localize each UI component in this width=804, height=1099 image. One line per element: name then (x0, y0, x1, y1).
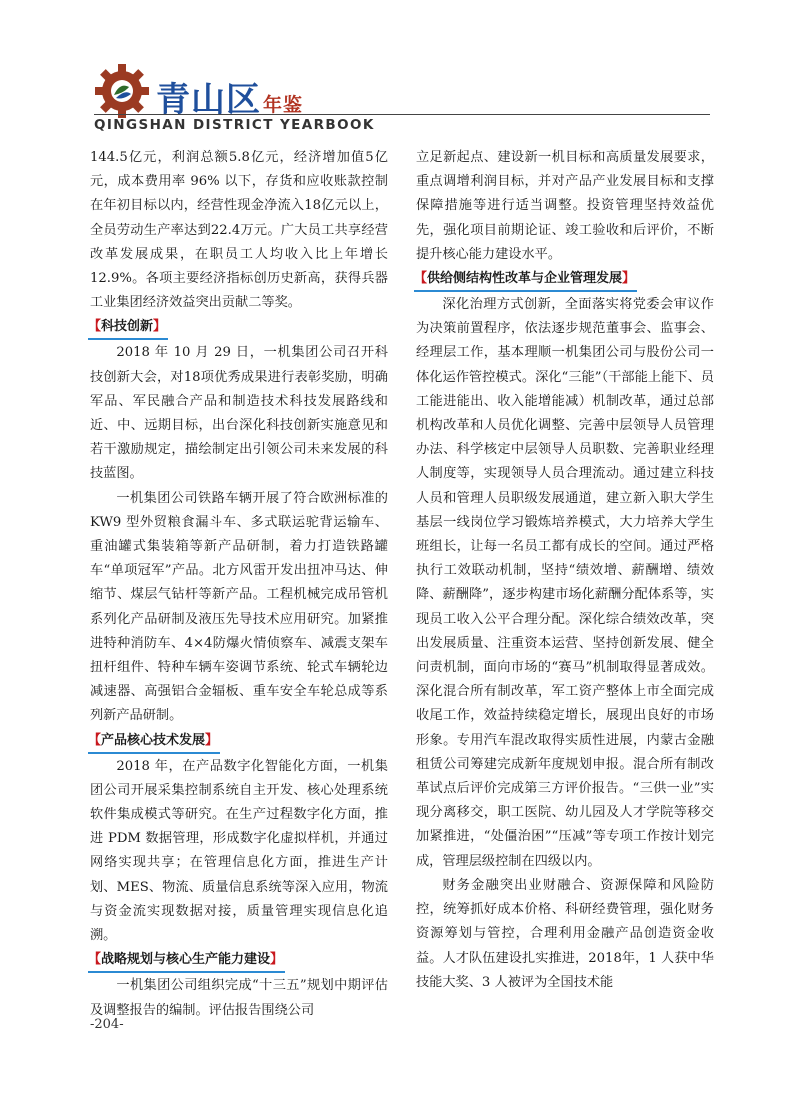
paragraph: 2018 年，在产品数字化智能化方面，一机集团公司开展采集控制系统自主开发、核心处理系统软件集成模式等研究。在生产过程数字化方面，推进 PDM 数据管理，形成数字化虚拟样机，并通过网络实现共享；在管理信息化方面，推进生产计划、MES、物流、质量信息系统等深入应用，物流与资金流实现数据对接，质量管理实现信息化追溯。 (90, 758, 388, 944)
section-heading-core-tech: 【产品核心技术发展】 (88, 730, 220, 754)
paragraph: 一机集团公司组织完成“十三五”规划中期评估及调整报告的编制。评估报告围绕公司 (90, 978, 388, 1018)
section-heading-label: 供给侧结构性改革与企业管理发展 (427, 271, 623, 287)
paragraph: 2018 年 10 月 29 日，一机集团公司召开科技创新大会，对18项优秀成果进行表彰奖励，明确军品、军民融合产品和制造技术科技发展路线和近、中、远期目标，出台深化科技创新实施意见和若干激励规定，描绘制定出引领公司未来发展的科技蓝图。 (90, 345, 388, 482)
right-column (416, 146, 714, 995)
section-heading-strategy: 【战略规划与核心生产能力建设】 (88, 949, 285, 973)
section-heading-label: 战略规划与核心生产能力建设 (101, 952, 271, 968)
paragraph: 一机集团公司铁路车辆开展了符合欧洲标准的 KW9 型外贸粮食漏斗车、多式联运驼背运输车、重油罐式集装箱等新产品研制，着力打造铁路罐车“单项冠军”产品。北方风雷开发出扭冲马达、伸缩节、煤层气钻杆等新产品。工程机械完成吊管机系列化产品研制及液压先导技术应用研究。加紧推进特种消防车、4×4防爆火情侦察车、减震支架车扭杆组件、特种车辆车姿调节系统、轮式车辆轮边减速器、高强铝合金辐板、重车安全车轮总成等系列新产品研制。 (90, 490, 388, 724)
paragraph: 144.5亿元，利润总额5.8亿元，经济增加值5亿元，成本费用率 96% 以下，存货和应收账款控制在年初目标以内，经营性现金净流入18亿元以上，全员劳动生产率达到22.4万元。广大员工共享经营改革发展成果，在职员工人均收入比上年增长 12.9%。各项主要经济指标创历史新高，获得兵器工业集团经济效益突出贡献二等奖。 (90, 150, 388, 311)
section-heading-label: 科技创新 (101, 319, 154, 335)
paragraph: 财务金融突出业财融合、资源保障和风险防控，统筹抓好成本价格、科研经费管理，强化财务资源筹划与管控，合理利用金融产品创造资金收益。人才队伍建设扎实推进，2018年，1 人获中华技能大奖、3 人被评为全国技术能 (416, 877, 714, 990)
paragraph: 立足新起点、建设新一机目标和高质量发展要求，重点调增利润目标，并对产品产业发展目标和支撑保障措施等进行适当调整。投资管理坚持效益优先，强化项目前期论证、竣工验收和后评价，不断提升核心能力建设水平。 (416, 150, 714, 262)
section-heading-tech-innovation: 【科技创新】 (88, 316, 168, 340)
header-divider (94, 114, 710, 115)
gear-logo-icon (92, 62, 156, 118)
yearbook-title-sub: 年鉴 (263, 94, 304, 116)
section-heading-supply-reform: 【供给侧结构性改革与企业管理发展】 (414, 268, 637, 292)
paragraph: 深化治理方式创新，全面落实将党委会审议作为决策前置程序，依法逐步规范董事会、监事会、经理层工作，基本理顺一机集团公司与股份公司一体化运作管控模式。深化“三能”（干部能上能下、员工能进能出、收入能增能减）机制改革，通过总部机构改革和人员优化调整、完善中层领导人员管理办法、科学核定中层领导人员职数、完善职业经理人制度等，实现领导人员合理流动。通过建立科技人员和管理人员职级发展通道，建立新入职大学生基层一线岗位学习锻炼培养模式，大力培养大学生班组长，让每一名员工都有成长的空间。通过严格执行工效联动机制，坚持“绩效增、薪酬增、绩效降、薪酬降”，逐步构建市场化薪酬分配体系等，实现员工收入公平合理分配。深化综合绩效改革，突出发展质量、注重资本运营、坚持创新发展、健全问责机制，面向市场的“赛马”机制取得显著成效。深化混合所有制改革，军工资产整体上市全面完成收尾工作，效益持续稳定增长，展现出良好的市场形象。专用汽车混改取得实质性进展，内蒙古金融租赁公司筹建完成新年度规划申报。混合所有制改革试点后评价完成第三方评价报告。“三供一业”实现分离移交，职工医院、幼儿园及人才学院等移交加紧推进，“处僵治困”“压减”等专项工作按计划完成，管理层级控制在四级以内。 (416, 297, 714, 869)
section-heading-label: 产品核心技术发展 (101, 732, 206, 748)
yearbook-title-en: QINGSHAN DISTRICT YEARBOOK (94, 117, 375, 133)
left-column (90, 146, 388, 1023)
yearbook-title-main: 青山区 (156, 80, 261, 120)
page-number: -204- (90, 1017, 124, 1032)
